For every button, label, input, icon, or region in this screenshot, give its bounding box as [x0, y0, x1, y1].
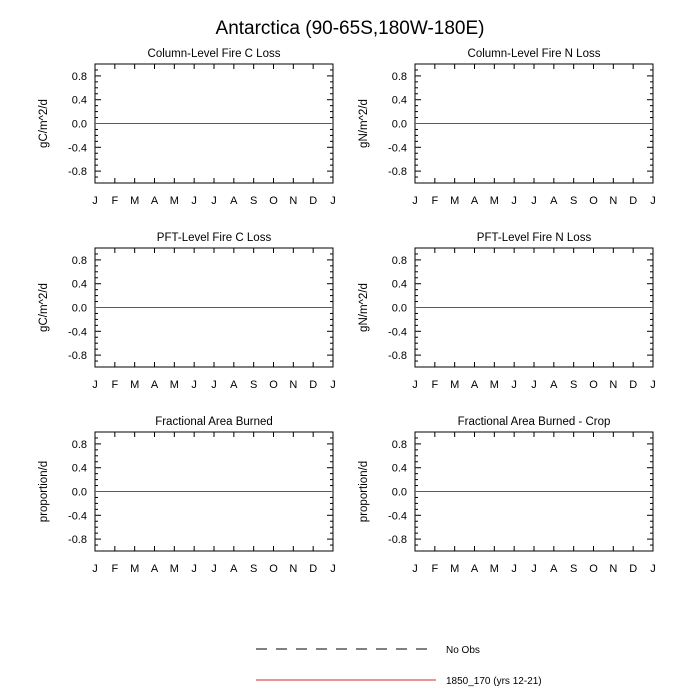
y-tick-label: 0.4: [71, 278, 87, 291]
y-tick-label: -0.8: [388, 166, 407, 179]
x-tick-label: J: [412, 195, 418, 207]
legend: [256, 645, 542, 687]
y-tick-label: 0.8: [71, 254, 87, 267]
x-tick-label: J: [412, 563, 418, 575]
x-tick-label: A: [230, 379, 238, 391]
x-tick-label: D: [309, 563, 318, 575]
x-tick-label: A: [470, 195, 479, 207]
x-tick-label: O: [589, 379, 598, 391]
y-tick-label: 0.4: [71, 94, 87, 107]
y-tick-label: -0.4: [388, 326, 407, 339]
subplot-title: PFT-Level Fire C Loss: [156, 232, 272, 244]
y-axis-label: gN/m^2/d: [358, 283, 370, 332]
y-tick-label: 0.0: [71, 302, 87, 315]
x-tick-label: S: [249, 379, 258, 391]
x-tick-label: M: [169, 195, 179, 207]
y-tick-label: 0.8: [71, 70, 87, 83]
x-tick-label: J: [92, 379, 98, 391]
x-tick-label: O: [269, 379, 278, 391]
x-tick-label: J: [191, 195, 197, 207]
x-tick-label: J: [511, 563, 517, 575]
y-tick-label: -0.8: [68, 350, 87, 363]
y-tick-label: -0.4: [68, 326, 87, 339]
x-tick-label: J: [531, 195, 537, 207]
chart-panel-2: [358, 48, 656, 207]
subplot-title: Column-Level Fire C Loss: [147, 48, 281, 60]
y-tick-label: 0.0: [71, 486, 87, 499]
x-tick-label: J: [330, 379, 336, 391]
x-tick-label: A: [150, 379, 159, 391]
y-tick-label: 0.8: [391, 438, 407, 451]
subplot-title: Fractional Area Burned: [155, 416, 273, 428]
x-tick-label: S: [249, 563, 258, 575]
x-tick-label: A: [150, 563, 159, 575]
x-tick-label: M: [489, 563, 499, 575]
x-tick-label: A: [550, 195, 558, 207]
x-tick-label: O: [269, 195, 278, 207]
subplot-title: Fractional Area Burned - Crop: [457, 416, 611, 428]
x-tick-label: D: [629, 563, 638, 575]
y-axis-label: gC/m^2/d: [38, 283, 50, 332]
panels-group: [38, 48, 656, 575]
y-tick-label: 0.0: [71, 118, 87, 131]
x-tick-label: J: [531, 379, 537, 391]
x-tick-label: J: [191, 563, 197, 575]
x-tick-label: A: [550, 379, 558, 391]
x-tick-label: F: [111, 195, 119, 207]
x-tick-label: J: [211, 379, 217, 391]
y-tick-label: -0.8: [68, 534, 87, 547]
x-tick-label: J: [330, 195, 336, 207]
y-tick-label: -0.8: [388, 534, 407, 547]
figure-title: Antarctica (90-65S,180W-180E): [215, 18, 485, 39]
chart-panel-4: [358, 232, 656, 391]
y-tick-label: 0.4: [391, 94, 407, 107]
x-tick-label: M: [489, 379, 499, 391]
x-tick-label: A: [470, 379, 479, 391]
x-tick-label: S: [569, 195, 578, 207]
y-tick-label: -0.8: [68, 166, 87, 179]
x-tick-label: J: [92, 195, 98, 207]
x-tick-label: N: [289, 379, 298, 391]
chart-panel-1: [38, 48, 336, 207]
subplot-title: PFT-Level Fire N Loss: [476, 232, 592, 244]
x-tick-label: O: [589, 195, 598, 207]
x-tick-label: M: [450, 195, 460, 207]
y-tick-label: -0.4: [68, 510, 87, 523]
x-tick-label: F: [111, 379, 119, 391]
x-tick-label: M: [169, 563, 179, 575]
y-tick-label: 0.0: [391, 486, 407, 499]
x-tick-label: J: [531, 563, 537, 575]
x-tick-label: D: [629, 195, 638, 207]
legend-label: No Obs: [446, 645, 480, 656]
y-axis-label: proportion/d: [38, 460, 50, 523]
x-tick-label: M: [169, 379, 179, 391]
x-tick-label: A: [550, 563, 558, 575]
x-tick-label: A: [230, 563, 238, 575]
x-tick-label: S: [569, 379, 578, 391]
x-tick-label: N: [289, 563, 298, 575]
y-tick-label: 0.8: [71, 438, 87, 451]
x-tick-label: A: [150, 195, 159, 207]
x-tick-label: N: [289, 195, 298, 207]
subplot-title: Column-Level Fire N Loss: [467, 48, 601, 60]
x-tick-label: S: [569, 563, 578, 575]
x-tick-label: M: [450, 563, 460, 575]
y-tick-label: -0.4: [388, 142, 407, 155]
x-tick-label: F: [431, 195, 439, 207]
x-tick-label: D: [309, 195, 318, 207]
x-tick-label: J: [330, 563, 336, 575]
y-tick-label: -0.4: [68, 142, 87, 155]
x-tick-label: F: [111, 563, 119, 575]
x-tick-label: A: [470, 563, 479, 575]
y-tick-label: 0.4: [391, 462, 407, 475]
x-tick-label: N: [609, 563, 618, 575]
x-tick-label: O: [589, 563, 598, 575]
legend-label: 1850_170 (yrs 12-21): [446, 676, 542, 687]
x-tick-label: J: [511, 379, 517, 391]
x-tick-label: J: [650, 563, 656, 575]
x-tick-label: J: [191, 379, 197, 391]
x-tick-label: S: [249, 195, 258, 207]
y-tick-label: -0.4: [388, 510, 407, 523]
y-axis-label: gC/m^2/d: [38, 99, 50, 148]
x-tick-label: N: [609, 195, 618, 207]
y-tick-label: 0.0: [391, 302, 407, 315]
x-tick-label: M: [489, 195, 499, 207]
x-tick-label: M: [130, 195, 140, 207]
y-tick-label: 0.0: [391, 118, 407, 131]
x-tick-label: F: [431, 563, 439, 575]
y-tick-label: 0.4: [71, 462, 87, 475]
x-tick-label: D: [309, 379, 318, 391]
x-tick-label: M: [450, 379, 460, 391]
x-tick-label: J: [412, 379, 418, 391]
y-axis-label: gN/m^2/d: [358, 99, 370, 148]
x-tick-label: J: [650, 379, 656, 391]
x-tick-label: J: [211, 195, 217, 207]
y-tick-label: -0.8: [388, 350, 407, 363]
chart-panel-5: [38, 416, 336, 575]
chart-panel-6: [358, 416, 656, 575]
x-tick-label: D: [629, 379, 638, 391]
y-tick-label: 0.4: [391, 278, 407, 291]
x-tick-label: O: [269, 563, 278, 575]
x-tick-label: J: [92, 563, 98, 575]
x-tick-label: F: [431, 379, 439, 391]
x-tick-label: J: [211, 563, 217, 575]
x-tick-label: M: [130, 379, 140, 391]
x-tick-label: J: [511, 195, 517, 207]
y-axis-label: proportion/d: [358, 460, 370, 523]
y-tick-label: 0.8: [391, 70, 407, 83]
x-tick-label: A: [230, 195, 238, 207]
x-tick-label: M: [130, 563, 140, 575]
y-tick-label: 0.8: [391, 254, 407, 267]
x-tick-label: N: [609, 379, 618, 391]
x-tick-label: J: [650, 195, 656, 207]
chart-panel-3: [38, 232, 336, 391]
